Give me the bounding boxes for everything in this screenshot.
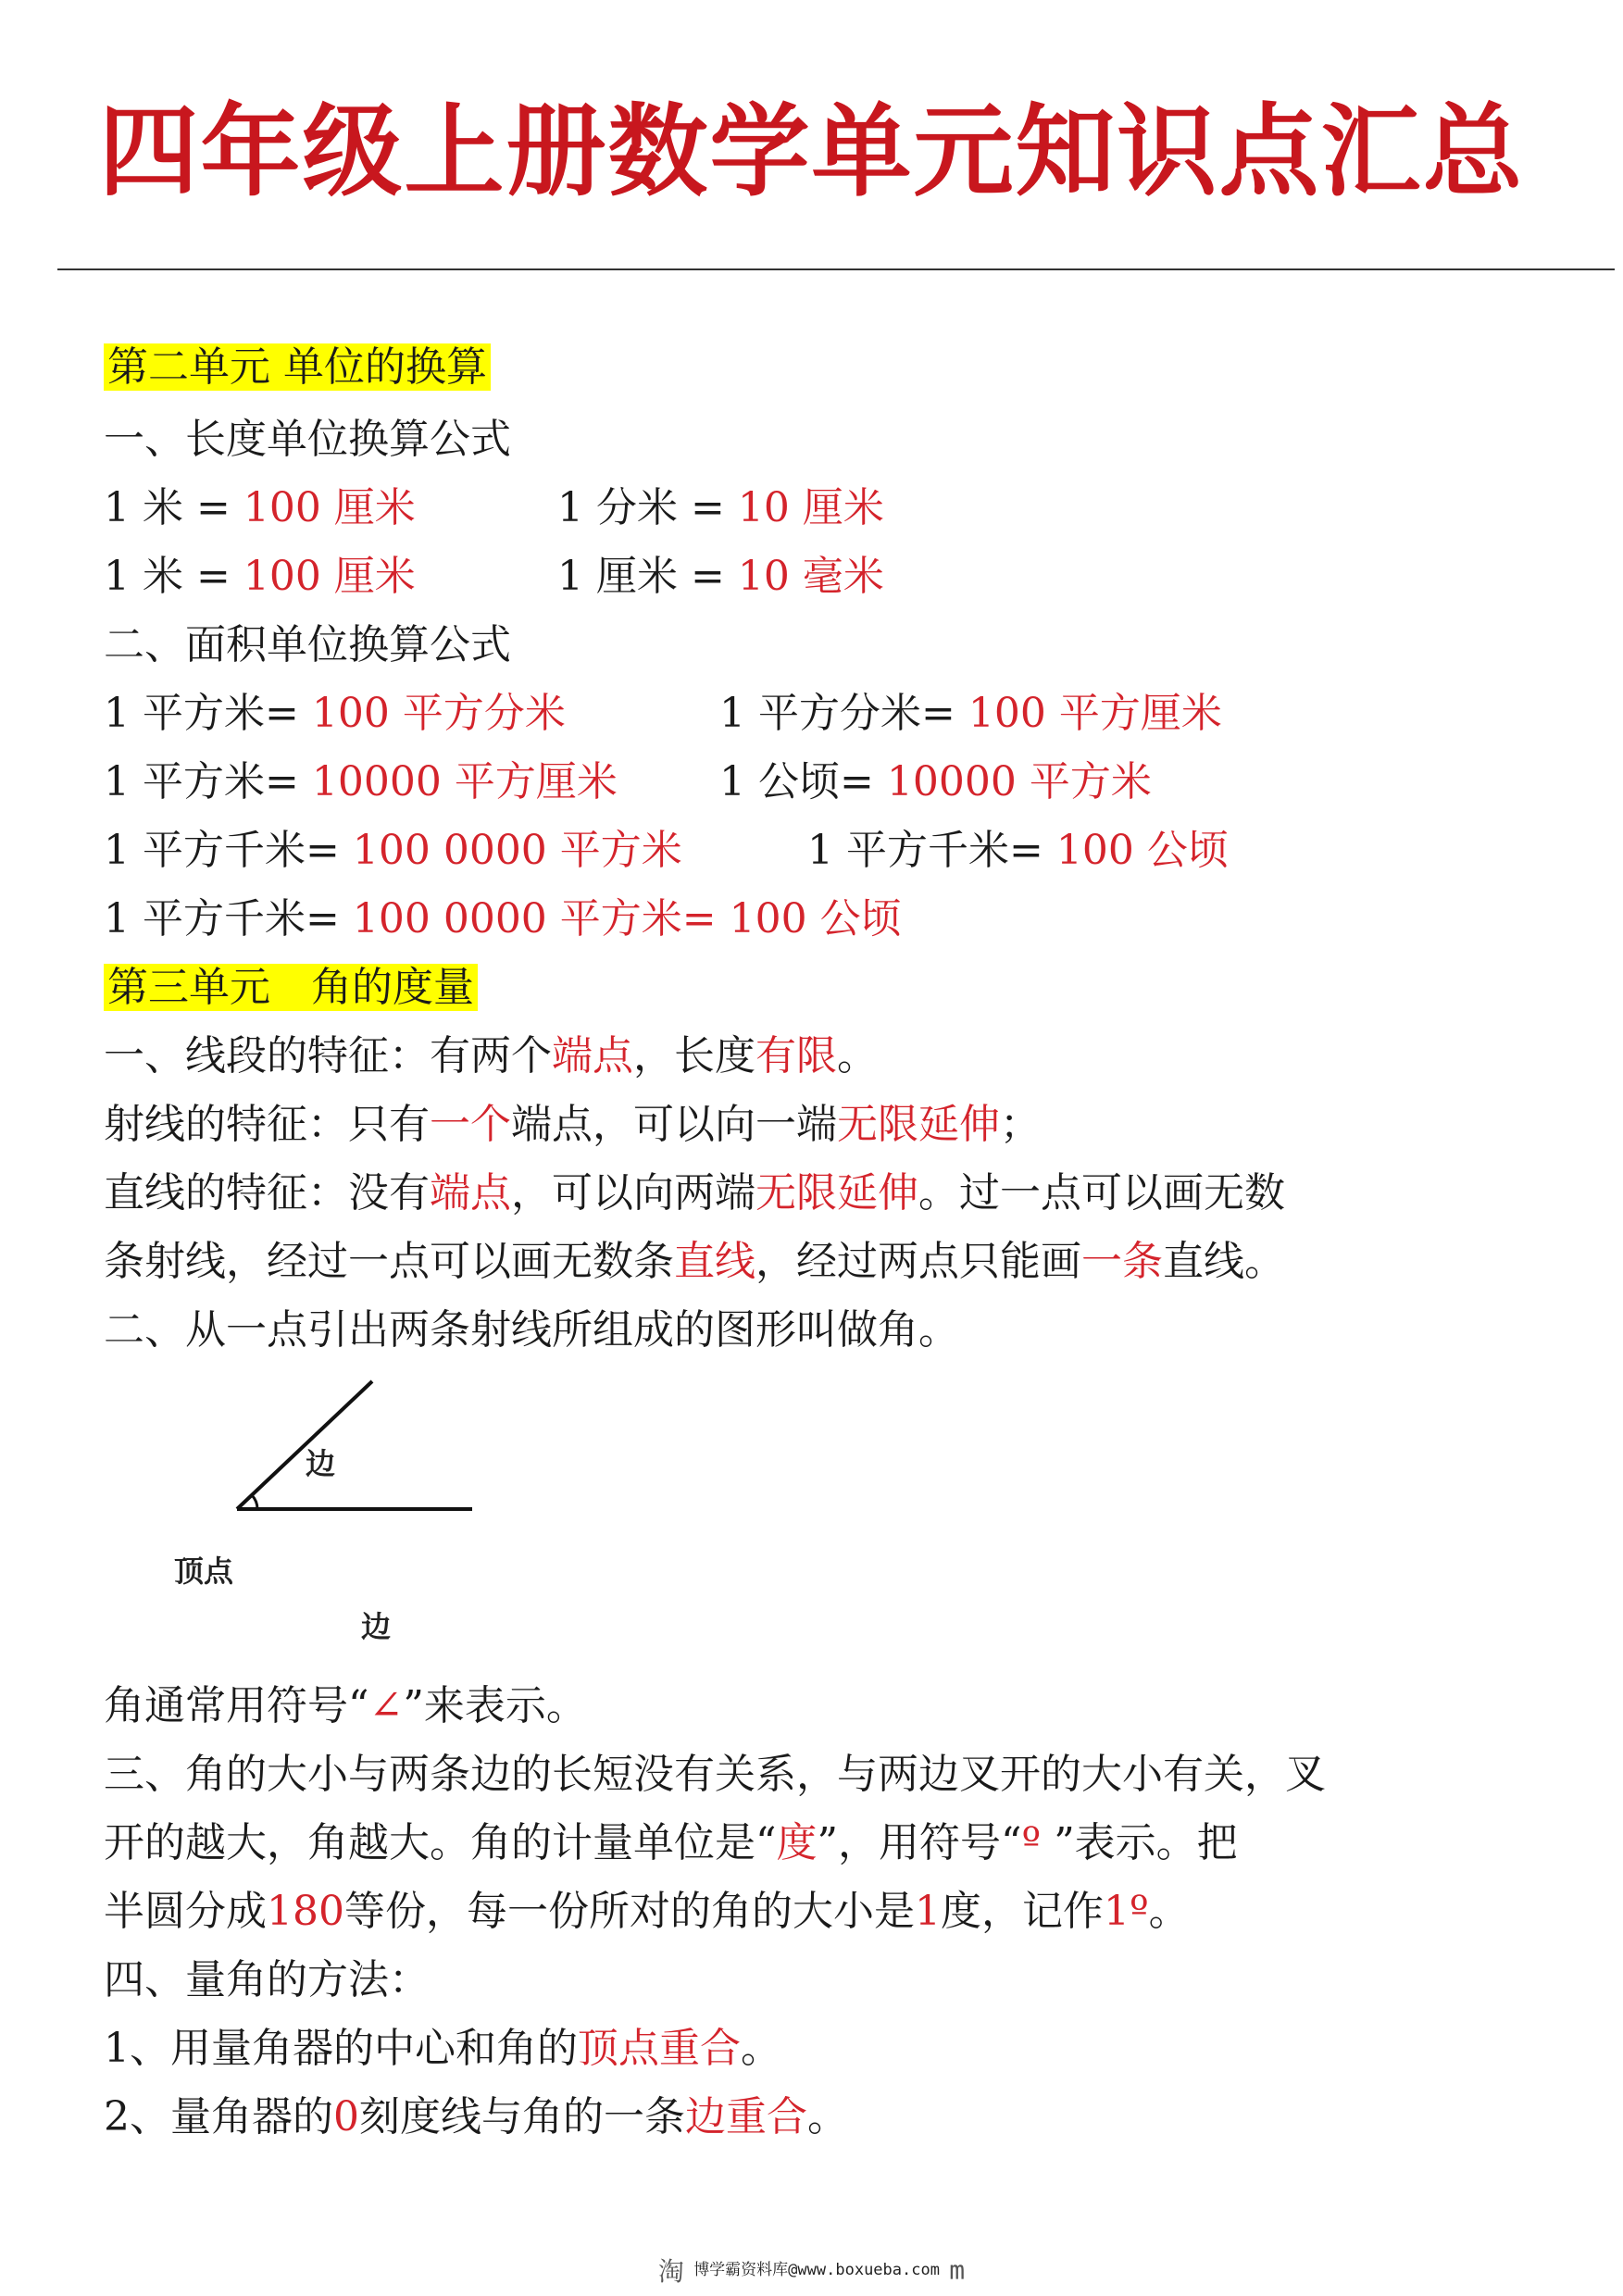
answer-text: 边重合 — [685, 2093, 807, 2140]
angle-diagram — [139, 1370, 565, 1648]
text: 。 — [1148, 1888, 1190, 1935]
formula-lhs: 1 平方米= — [104, 690, 299, 737]
text: 角通常用符号“ — [104, 1682, 369, 1729]
text: ，长度 — [633, 1032, 755, 1079]
text: ”表示。把 — [1041, 1819, 1238, 1866]
answer-text: 直线 — [674, 1238, 755, 1285]
answer-text: º — [1021, 1819, 1042, 1866]
formula-rhs: 100 公顷 — [1055, 827, 1229, 874]
formula-rhs: 10 毫米 — [737, 553, 884, 600]
answer-text: 端点 — [552, 1032, 633, 1079]
answer-text: ∠ — [368, 1682, 404, 1729]
answer-text: 端点 — [430, 1169, 511, 1217]
formula-lhs: 1 平方千米= — [807, 827, 1043, 874]
formula-lhs: 1 平方米= — [104, 758, 299, 805]
paragraph — [104, 1883, 1190, 1940]
text: 等份，每一份所对的角的大小是 — [343, 1888, 915, 1935]
formula-lhs: 1 厘米 = — [557, 553, 725, 600]
angle-side-oblique — [237, 1381, 372, 1509]
text: 直线的特征：没有 — [104, 1169, 430, 1217]
paragraph — [104, 2089, 848, 2146]
side-label: 边 — [361, 1609, 392, 1644]
footer-watermark — [0, 2252, 1623, 2289]
paragraph — [104, 1815, 1238, 1872]
formula-rhs: 100 平方厘米 — [968, 690, 1222, 737]
area-row — [104, 891, 902, 948]
text: 。 — [741, 2025, 781, 2072]
unit2-heading: 第二单元 单位的换算 — [104, 343, 491, 391]
side-label: 边 — [306, 1446, 336, 1481]
text: 刻度线与角的一条 — [359, 2093, 685, 2140]
text: 。过一点可以画无数 — [918, 1169, 1285, 1217]
answer-text: 1º — [1103, 1888, 1149, 1935]
formula-rhs: 100 平方分米 — [311, 690, 566, 737]
formula-lhs: 1 平方千米= — [104, 895, 340, 942]
formula-rhs: 100 0000 平方米 — [352, 827, 682, 874]
formula-lhs: 1 米 = — [104, 484, 231, 531]
length-row — [104, 480, 884, 537]
answer-text: 一条 — [1081, 1238, 1163, 1285]
paragraph — [104, 2020, 781, 2078]
formula-rhs: 100 厘米 — [243, 484, 416, 531]
title-divider — [57, 268, 1615, 270]
paragraph — [104, 1233, 1285, 1291]
footer-left: 淘 — [657, 2256, 684, 2287]
unit3-heading: 第三单元 角的度量 — [104, 964, 478, 1011]
angle-figure — [139, 1370, 565, 1555]
formula-lhs: 1 平方千米= — [104, 827, 340, 874]
vertex-label: 顶点 — [174, 1554, 234, 1589]
length-row — [104, 548, 884, 605]
text: ； — [1000, 1101, 1041, 1148]
paragraph — [104, 1096, 1041, 1154]
formula-lhs: 1 米 = — [104, 553, 231, 600]
formula-lhs: 1 公顷= — [719, 758, 874, 805]
text: ”来表示。 — [403, 1682, 587, 1729]
answer-text: 一个 — [430, 1101, 511, 1148]
answer-text: 有限 — [755, 1032, 837, 1079]
answer-text: 0 — [333, 2093, 359, 2140]
text: 射线的特征：只有 — [104, 1101, 430, 1148]
area-row — [104, 754, 1152, 811]
formula-rhs: 100 厘米 — [243, 553, 416, 600]
text: 2、量角器的 — [104, 2093, 333, 2140]
answer-text: 无限延伸 — [755, 1169, 918, 1217]
footer-right: m — [949, 2254, 966, 2286]
text: ”，用符号“ — [817, 1819, 1022, 1866]
text: 半圆分成 — [104, 1888, 267, 1935]
formula-rhs: 100 公顷 — [729, 895, 902, 942]
paragraph: 二、从一点引出两条射线所组成的图形叫做角。 — [104, 1306, 959, 1354]
text: 条射线，经过一点可以画无数条 — [104, 1238, 674, 1285]
text: 端点，可以向一端 — [511, 1101, 837, 1148]
angle-arc — [252, 1495, 257, 1509]
text: 度，记作 — [940, 1888, 1104, 1935]
text: 开的越大，角越大。角的计量单位是“ — [104, 1819, 777, 1866]
answer-text: 度 — [776, 1819, 818, 1866]
unit2-heading-line — [104, 339, 491, 396]
unit3-heading-line — [104, 959, 478, 1017]
paragraph — [104, 1678, 587, 1735]
page-title: 四年级上册数学单元知识点汇总 — [98, 94, 1525, 210]
length-heading: 一、长度单位换算公式 — [104, 416, 511, 463]
formula-lhs: 1 平方分米= — [719, 690, 955, 737]
area-row — [104, 685, 1222, 742]
text: 。 — [837, 1032, 878, 1079]
text: 1、用量角器的中心和角的 — [104, 2025, 578, 2072]
text: ，可以向两端 — [511, 1169, 755, 1217]
formula-rhs: 10000 平方米 — [886, 758, 1152, 805]
formula-mid: 100 0000 平方米= — [352, 895, 717, 942]
paragraph — [104, 1028, 878, 1085]
formula-lhs: 1 分米 = — [557, 484, 725, 531]
formula-rhs: 10 厘米 — [737, 484, 884, 531]
formula-rhs: 10000 平方厘米 — [311, 758, 618, 805]
paragraph: 三、角的大小与两条边的长短没有关系，与两边叉开的大小有关，叉 — [104, 1751, 1326, 1798]
area-row — [104, 822, 1229, 880]
answer-text: 顶点重合 — [578, 2025, 741, 2072]
text: 直线。 — [1163, 1238, 1285, 1285]
answer-text: 180 — [267, 1888, 344, 1935]
text: ，经过两点只能画 — [755, 1238, 1081, 1285]
area-heading: 二、面积单位换算公式 — [104, 621, 511, 668]
text: 一、线段的特征：有两个 — [104, 1032, 552, 1079]
footer-text: 博学霸资料库@www.boxueba.com — [693, 2261, 940, 2279]
answer-text: 无限延伸 — [837, 1101, 1000, 1148]
paragraph — [104, 1165, 1285, 1222]
paragraph: 四、量角的方法： — [104, 1956, 430, 2003]
text: 。 — [807, 2093, 848, 2140]
answer-text: 1 — [914, 1888, 941, 1935]
